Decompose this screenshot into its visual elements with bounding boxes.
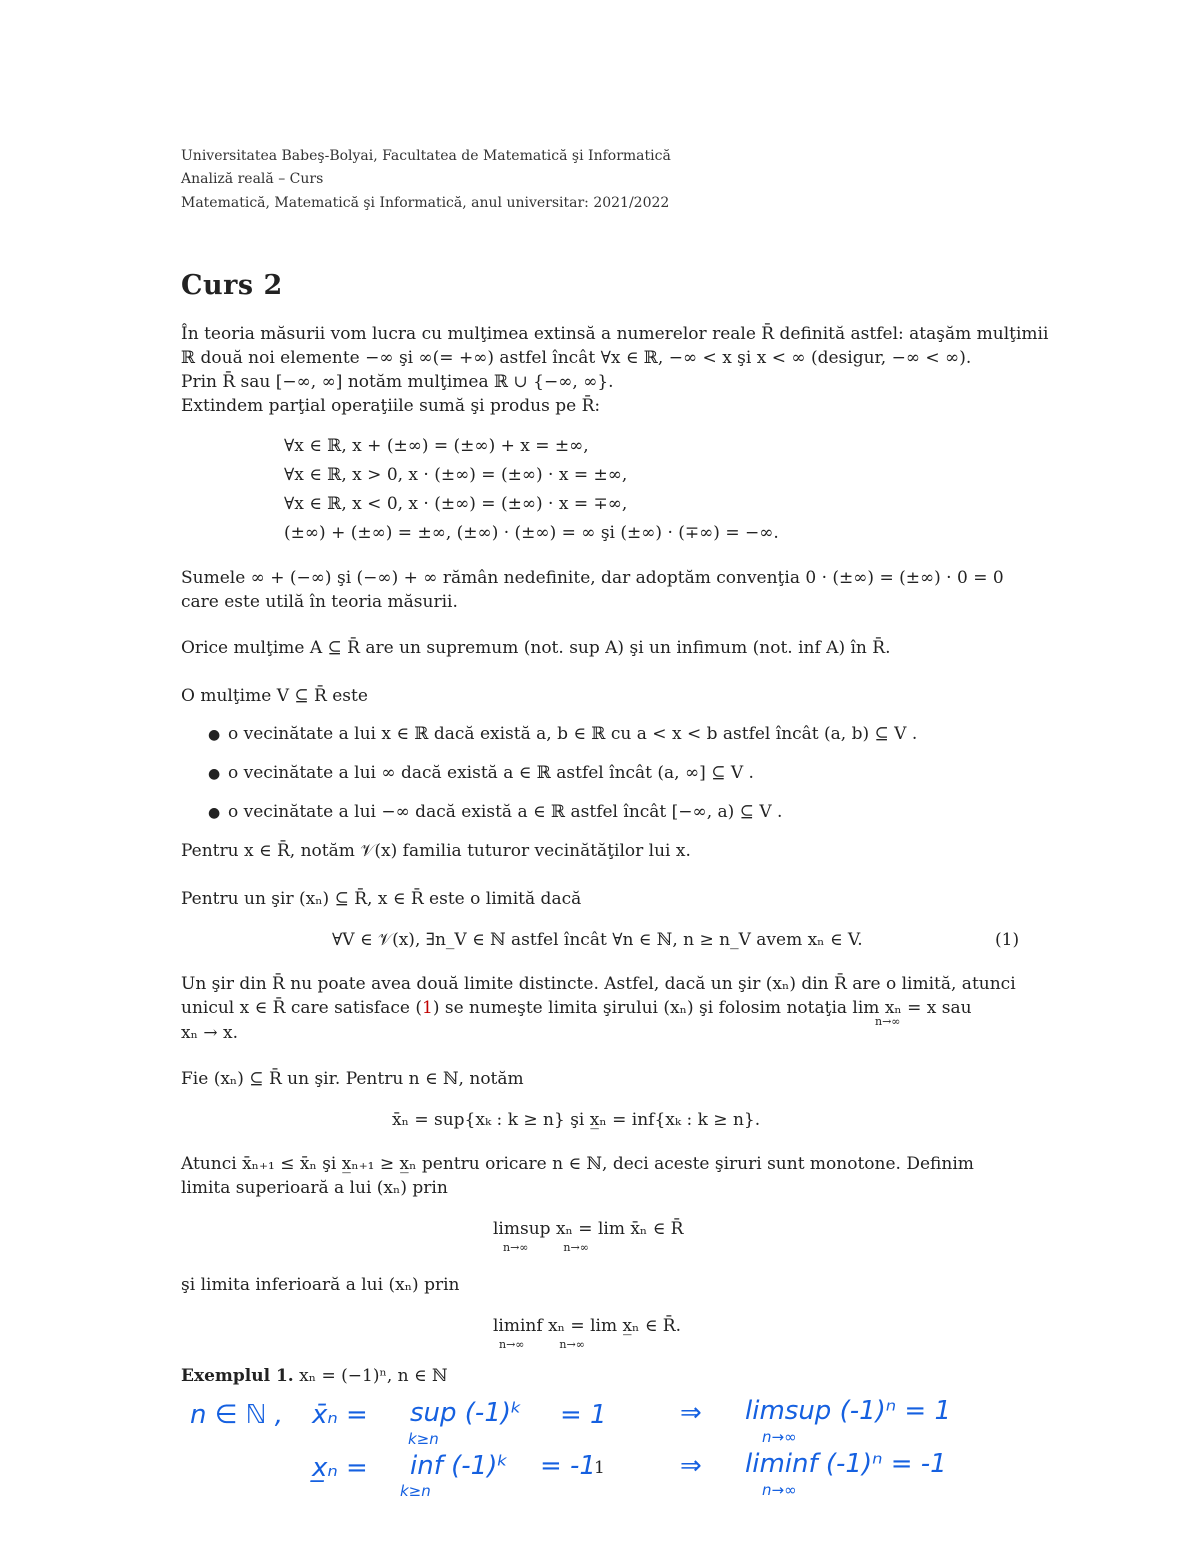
implies-arrow-icon: ⇒ [680, 1451, 702, 1481]
handwritten-limsup-result: limsup (-1)ⁿ = 1 [745, 1396, 952, 1426]
limit-intro: Pentru un şir (xₙ) ⊆ R̄, x ∈ R̄ este o limită dacă [181, 889, 582, 909]
liminf-subscript: n→∞ n→∞ [499, 1338, 585, 1351]
intro-line-4: Extindem parţial operaţiile sumă şi produs pe R̄: [181, 396, 601, 416]
example-text: xₙ = (−1)ⁿ, n ∈ ℕ [299, 1366, 448, 1386]
limit-paragraph-text-b: ) se numeşte limita şirului (xₙ) şi folosim notaţia lim xₙ = x sau [432, 998, 972, 1018]
operation-line-1: ∀x ∈ ℝ, x + (±∞) = (±∞) + x = ±∞, [284, 436, 589, 456]
limsup-subscript: n→∞ n→∞ [503, 1241, 589, 1254]
seq-intro: Fie (xₙ) ⊆ R̄ un şir. Pentru n ∈ ℕ, notăm [181, 1069, 524, 1089]
sums-line-1: Sumele ∞ + (−∞) şi (−∞) + ∞ rămân nedefinite, dar adoptăm convenţia 0 · (±∞) = (±∞) · 0 = 0 [181, 568, 1004, 588]
handwritten-xbar-n: x̄ₙ = [312, 1400, 368, 1430]
intro-line-2: ℝ două noi elemente −∞ şi ∞(= +∞) astfel încât ∀x ∈ ℝ, −∞ < x şi x < ∞ (desigur, −∞ < ∞). [181, 348, 972, 368]
limit-paragraph-line-3: xₙ → x. [181, 1023, 238, 1043]
supinf-statement: Orice mulţime A ⊆ R̄ are un supremum (not. sup A) şi un infimum (not. inf A) în R̄. [181, 638, 891, 658]
limit-subscript: n→∞ [875, 1015, 901, 1028]
handwritten-inf-expression: inf (-1)ᵏ [410, 1451, 509, 1481]
liminf-intro: şi limita inferioară a lui (xₙ) prin [181, 1275, 460, 1295]
equation-number: (1) [995, 930, 1020, 950]
sums-line-2: care este utilă în teoria măsurii. [181, 592, 458, 612]
handwritten-liminf-subscript: n→∞ [762, 1481, 797, 1499]
handwritten-sup-subscript: k≥n [408, 1430, 439, 1448]
page-number: 1 [594, 1458, 605, 1478]
neighborhood-bullet-1: o vecinătate a lui x ∈ ℝ dacă există a, b ∈ ℝ cu a < x < b astfel încât (a, b) ⊆ V . [228, 724, 918, 744]
liminf-equation: liminf xₙ = lim x̲ₙ ∈ R̄. [493, 1316, 682, 1336]
example-heading [181, 1364, 448, 1388]
page-title: Curs 2 [181, 270, 283, 301]
handwritten-liminf-result: liminf (-1)ⁿ = -1 [745, 1449, 947, 1479]
bullet-icon: ● [208, 766, 221, 782]
handwritten-inf-subscript: k≥n [400, 1482, 431, 1500]
monotone-line-2: limita superioară a lui (xₙ) prin [181, 1178, 448, 1198]
sup-inf-sequences-equation: x̄ₙ = sup{xₖ : k ≥ n} şi x̲ₙ = inf{xₖ : k ≥ n}. [392, 1110, 761, 1130]
limit-paragraph-line-2 [181, 996, 972, 1020]
intro-line-3: Prin R̄ sau [−∞, ∞] notăm mulţimea ℝ ∪ {−∞, ∞}. [181, 372, 614, 392]
limit-definition-equation: ∀V ∈ 𝒱(x), ∃n_V ∈ ℕ astfel încât ∀n ∈ ℕ, n ≥ n_V avem xₙ ∈ V. [332, 930, 863, 950]
header-institution: Universitatea Babeş-Bolyai, Facultatea de Matematică şi Informatică [181, 148, 671, 164]
limit-paragraph-line-1: Un şir din R̄ nu poate avea două limite distincte. Astfel, dacă un şir (xₙ) din R̄ are o limită, atunci [181, 974, 1016, 994]
implies-arrow-icon: ⇒ [680, 1398, 702, 1428]
neighborhood-intro: O mulţime V ⊆ R̄ este [181, 686, 368, 706]
handwritten-limsup-subscript: n→∞ [762, 1428, 797, 1446]
equation-reference-link[interactable]: 1 [421, 998, 433, 1018]
operation-line-3: ∀x ∈ ℝ, x < 0, x · (±∞) = (±∞) · x = ∓∞, [284, 494, 628, 514]
header-program: Matematică, Matematică şi Informatică, anul universitar: 2021/2022 [181, 195, 670, 211]
operation-line-4: (±∞) + (±∞) = ±∞, (±∞) · (±∞) = ∞ şi (±∞) · (∓∞) = −∞. [284, 523, 779, 543]
limit-paragraph-text-a: unicul x ∈ R̄ care satisface ( [181, 998, 422, 1018]
neighborhood-family: Pentru x ∈ R̄, notăm 𝒱(x) familia tuturor vecinătăţilor lui x. [181, 841, 691, 861]
bullet-icon: ● [208, 805, 221, 821]
limsup-equation: limsup xₙ = lim x̄ₙ ∈ R̄ [493, 1219, 684, 1239]
operation-line-2: ∀x ∈ ℝ, x > 0, x · (±∞) = (±∞) · x = ±∞, [284, 465, 628, 485]
handwritten-equals-one: = 1 [560, 1400, 607, 1430]
handwritten-equals-minus-one: = -1 [540, 1451, 596, 1481]
bullet-icon: ● [208, 727, 221, 743]
header-course: Analiză reală – Curs [181, 171, 324, 187]
neighborhood-bullet-3: o vecinătate a lui −∞ dacă există a ∈ ℝ astfel încât [−∞, a) ⊆ V . [228, 802, 783, 822]
monotone-line-1: Atunci x̄ₙ₊₁ ≤ x̄ₙ şi x̲ₙ₊₁ ≥ x̲ₙ pentru oricare n ∈ ℕ, deci aceste şiruri sunt monotone. Definim [181, 1154, 974, 1174]
handwritten-n-in-N: n ∈ ℕ , [190, 1400, 284, 1430]
example-label: Exemplul 1. [181, 1366, 294, 1386]
handwritten-sup-expression: sup (-1)ᵏ [410, 1398, 523, 1428]
intro-line-1: În teoria măsurii vom lucra cu mulţimea extinsă a numerelor reale R̄ definită astfel: ataşăm mulţimii [181, 324, 1049, 344]
neighborhood-bullet-2: o vecinătate a lui ∞ dacă există a ∈ ℝ astfel încât (a, ∞] ⊆ V . [228, 763, 754, 783]
handwritten-xunder-n: x̲ₙ = [312, 1453, 368, 1483]
